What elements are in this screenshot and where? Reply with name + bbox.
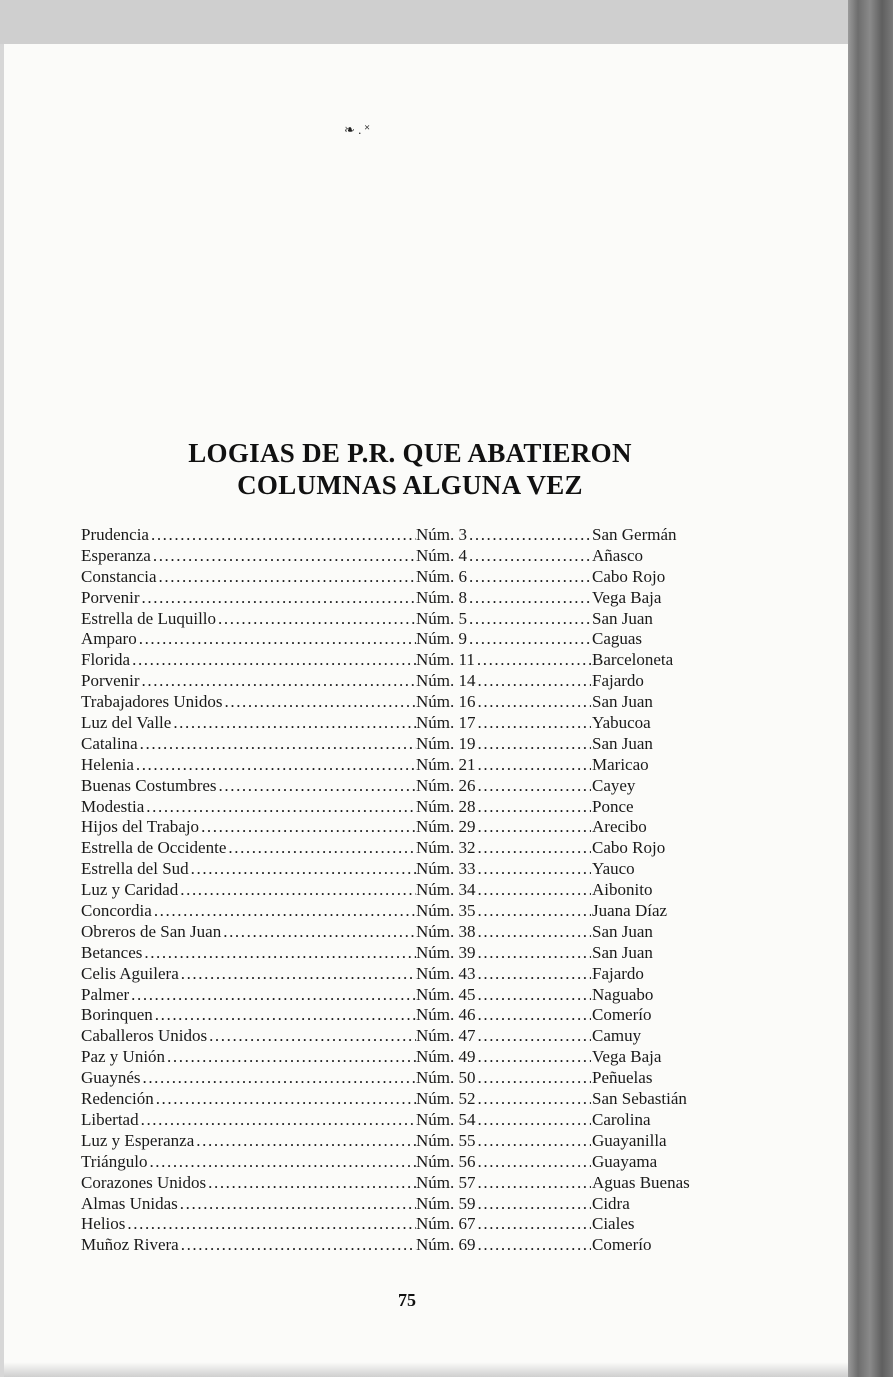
dot-leader (467, 588, 591, 609)
dot-leader (189, 859, 416, 880)
lodge-town: Guayama (592, 1151, 658, 1171)
dot-leader (221, 922, 416, 943)
lodge-name-cell (81, 567, 416, 588)
lodge-name: Borinquen (81, 1005, 153, 1025)
dot-leader (467, 609, 591, 630)
lodge-town: Peñuelas (592, 1068, 653, 1088)
lodge-number-cell (416, 525, 591, 546)
lodge-number: Núm. 33 (416, 859, 476, 879)
dot-leader (476, 1194, 592, 1215)
dot-leader (476, 755, 592, 776)
lodge-number: Núm. 67 (416, 1214, 476, 1234)
lodge-row (81, 588, 761, 609)
lodge-town: Maricao (592, 754, 649, 774)
lodge-name-cell (81, 1194, 416, 1215)
lodge-number: Núm. 9 (416, 629, 467, 649)
scan-binding-edge (848, 0, 893, 1377)
lodge-name: Helenia (81, 754, 134, 774)
dot-leader (178, 880, 416, 901)
lodge-number-cell (416, 817, 591, 838)
lodge-number-cell (416, 985, 591, 1006)
lodge-number: Núm. 35 (416, 901, 476, 921)
lodge-number: Núm. 6 (416, 566, 467, 586)
lodge-name: Buenas Costumbres (81, 775, 217, 795)
lodge-name-cell (81, 838, 416, 859)
lodge-town: Cabo Rojo (592, 838, 666, 858)
lodge-name-cell (81, 1110, 416, 1131)
dot-leader (476, 692, 592, 713)
lodge-number: Núm. 14 (416, 671, 476, 691)
lodge-town: Barceloneta (592, 650, 674, 670)
lodge-name-cell (81, 817, 416, 838)
lodge-name-cell (81, 922, 416, 943)
lodge-town: Vega Baja (592, 1047, 662, 1067)
lodge-row (81, 1047, 761, 1068)
lodge-row (81, 546, 761, 567)
lodge-number-cell (416, 713, 591, 734)
lodge-number-cell (416, 943, 591, 964)
lodge-name-cell (81, 797, 416, 818)
lodge-name: Betances (81, 942, 143, 962)
lodge-name-cell (81, 671, 416, 692)
dot-leader (140, 588, 416, 609)
lodge-number: Núm. 34 (416, 880, 476, 900)
lodge-number-cell (416, 1235, 591, 1256)
lodge-town: Aguas Buenas (592, 1172, 690, 1192)
dot-leader (207, 1026, 416, 1047)
dot-leader (476, 1214, 592, 1235)
lodge-number-cell (416, 776, 591, 797)
lodge-name: Concordia (81, 901, 152, 921)
lodge-town: San Sebastián (592, 1089, 687, 1109)
dot-leader (476, 734, 592, 755)
book-page (4, 44, 848, 1377)
lodge-town: Ponce (592, 796, 634, 816)
lodge-name: Obreros de San Juan (81, 921, 222, 941)
lodge-number: Núm. 19 (416, 733, 476, 753)
lodge-number: Núm. 21 (416, 754, 476, 774)
lodge-name: Estrella de Luquillo (81, 608, 217, 628)
lodge-name: Luz del Valle (81, 713, 172, 733)
dot-leader (216, 609, 416, 630)
lodge-name-cell (81, 1089, 416, 1110)
lodge-town: Yabucoa (592, 713, 651, 733)
dot-leader (138, 734, 416, 755)
dot-leader (179, 1235, 416, 1256)
lodge-row (81, 1068, 761, 1089)
lodge-name-cell (81, 985, 416, 1006)
lodge-town: San Juan (592, 733, 653, 753)
lodge-town: Camuy (592, 1026, 642, 1046)
dot-leader (476, 776, 592, 797)
lodge-number-cell (416, 546, 591, 567)
lodge-row (81, 985, 761, 1006)
scan-background-top (0, 0, 893, 44)
lodge-name-cell (81, 734, 416, 755)
lodge-number: Núm. 46 (416, 1005, 476, 1025)
dot-leader (476, 901, 592, 922)
lodge-name: Catalina (81, 733, 138, 753)
lodge-name-cell (81, 1173, 416, 1194)
dot-leader (467, 525, 591, 546)
dot-leader (153, 1005, 416, 1026)
lodge-number-cell (416, 1068, 591, 1089)
lodge-number-cell (416, 1194, 591, 1215)
lodge-row (81, 1005, 761, 1026)
lodge-name-cell (81, 546, 416, 567)
lodge-town: San Juan (592, 942, 653, 962)
lodge-name-cell (81, 588, 416, 609)
lodge-town: San Juan (592, 608, 653, 628)
dot-leader (476, 713, 592, 734)
lodge-name-cell (81, 629, 416, 650)
lodge-name-cell (81, 943, 416, 964)
lodge-row (81, 1026, 761, 1047)
lodge-number-cell (416, 901, 591, 922)
dot-leader (157, 567, 416, 588)
dot-leader (154, 1089, 416, 1110)
lodge-number: Núm. 8 (416, 587, 467, 607)
dot-leader (151, 546, 416, 567)
lodge-town: Fajardo (592, 963, 644, 983)
lodge-number: Núm. 39 (416, 942, 476, 962)
dot-leader (206, 1173, 416, 1194)
page-bottom-edge (4, 1362, 848, 1377)
dot-leader (476, 671, 592, 692)
lodge-name: Palmer (81, 984, 130, 1004)
dot-leader (194, 1131, 416, 1152)
lodge-name: Helios (81, 1214, 126, 1234)
dot-leader (476, 880, 592, 901)
lodge-name-cell (81, 1152, 416, 1173)
page-title-line-2: COLUMNAS ALGUNA VEZ (237, 470, 583, 500)
lodge-row (81, 797, 761, 818)
dot-leader (139, 1110, 416, 1131)
lodge-row (81, 1214, 761, 1235)
lodge-name-cell (81, 525, 416, 546)
lodge-number: Núm. 54 (416, 1109, 476, 1129)
lodge-number: Núm. 38 (416, 921, 476, 941)
lodge-name: Caballeros Unidos (81, 1026, 208, 1046)
lodge-town: San Juan (592, 921, 653, 941)
lodge-name: Prudencia (81, 525, 149, 544)
lodge-number-cell (416, 588, 591, 609)
lodge-name: Estrella de Occidente (81, 838, 227, 858)
lodge-row (81, 1152, 761, 1173)
dot-leader (476, 1110, 592, 1131)
lodge-number-cell (416, 1110, 591, 1131)
lodge-name: Trabajadores Unidos (81, 692, 223, 712)
lodge-name-cell (81, 692, 416, 713)
lodge-number-cell (416, 1089, 591, 1110)
lodge-number: Núm. 17 (416, 713, 476, 733)
lodge-name: Redención (81, 1089, 154, 1109)
lodge-number-cell (416, 567, 591, 588)
dot-leader (149, 525, 416, 546)
lodge-row (81, 964, 761, 985)
lodge-row (81, 629, 761, 650)
dot-leader (476, 859, 592, 880)
lodge-row (81, 838, 761, 859)
lodge-row (81, 692, 761, 713)
page-title-line-1: LOGIAS DE P.R. QUE ABATIERON (188, 438, 632, 468)
lodge-row (81, 901, 761, 922)
lodge-number: Núm. 59 (416, 1193, 476, 1213)
lodge-town: San Germán (592, 525, 677, 544)
dot-leader (199, 817, 416, 838)
lodge-name: Luz y Esperanza (81, 1130, 195, 1150)
dot-leader (476, 922, 592, 943)
lodge-name-cell (81, 1047, 416, 1068)
lodge-town: Yauco (592, 859, 635, 879)
lodge-number-cell (416, 755, 591, 776)
lodge-name: Corazones Unidos (81, 1172, 207, 1192)
lodge-number-cell (416, 1214, 591, 1235)
printer-mark: ❧ . ˟ (344, 122, 370, 137)
dot-leader (125, 1214, 416, 1235)
dot-leader (140, 1068, 416, 1089)
dot-leader (475, 650, 591, 671)
lodge-row (81, 755, 761, 776)
lodge-number-cell (416, 1005, 591, 1026)
lodge-row (81, 1110, 761, 1131)
dot-leader (142, 943, 416, 964)
dot-leader (223, 692, 417, 713)
lodge-row (81, 734, 761, 755)
lodge-name-cell (81, 713, 416, 734)
lodge-number-cell (416, 1131, 591, 1152)
dot-leader (226, 838, 416, 859)
lodge-row (81, 525, 761, 546)
dot-leader (476, 1089, 592, 1110)
lodge-town: Comerío (592, 1005, 652, 1025)
lodge-town: Vega Baja (592, 587, 662, 607)
lodge-name: Hijos del Trabajo (81, 817, 200, 837)
lodge-number: Núm. 50 (416, 1068, 476, 1088)
lodge-number: Núm. 3 (416, 525, 467, 544)
dot-leader (476, 985, 592, 1006)
lodge-number-cell (416, 964, 591, 985)
lodge-row (81, 922, 761, 943)
lodge-row (81, 609, 761, 630)
lodge-number-cell (416, 1173, 591, 1194)
lodge-number-cell (416, 880, 591, 901)
lodge-name-cell (81, 1068, 416, 1089)
lodge-name-cell (81, 609, 416, 630)
lodge-number: Núm. 29 (416, 817, 476, 837)
dot-leader (476, 1152, 592, 1173)
lodge-number: Núm. 11 (416, 650, 475, 670)
lodge-town: Naguabo (592, 984, 654, 1004)
lodge-name-cell (81, 901, 416, 922)
lodge-number-cell (416, 922, 591, 943)
lodge-number: Núm. 5 (416, 608, 467, 628)
lodge-number: Núm. 45 (416, 984, 476, 1004)
lodge-name-cell (81, 1026, 416, 1047)
dot-leader (134, 755, 416, 776)
lodge-number-cell (416, 1047, 591, 1068)
dot-leader (476, 1005, 592, 1026)
dot-leader (467, 567, 591, 588)
dot-leader (130, 650, 416, 671)
lodge-number-cell (416, 1152, 591, 1173)
lodge-row (81, 1194, 761, 1215)
lodge-number-cell (416, 671, 591, 692)
lodge-number: Núm. 57 (416, 1172, 476, 1192)
lodge-name-cell (81, 880, 416, 901)
dot-leader (476, 838, 592, 859)
dot-leader (476, 943, 592, 964)
lodge-town: Cidra (592, 1193, 630, 1213)
lodge-row (81, 1173, 761, 1194)
lodge-number: Núm. 26 (416, 775, 476, 795)
dot-leader (476, 964, 592, 985)
lodge-number: Núm. 56 (416, 1151, 476, 1171)
lodge-number-cell (416, 797, 591, 818)
lodge-row (81, 1089, 761, 1110)
dot-leader (171, 713, 416, 734)
lodge-name-cell (81, 755, 416, 776)
lodge-name-cell (81, 1214, 416, 1235)
lodge-row (81, 1131, 761, 1152)
lodge-number: Núm. 47 (416, 1026, 476, 1046)
lodge-town: Juana Díaz (592, 901, 668, 921)
lodge-name: Celis Aguilera (81, 963, 179, 983)
lodge-number-cell (416, 734, 591, 755)
lodge-number-cell (416, 692, 591, 713)
lodge-name: Porvenir (81, 671, 140, 691)
lodge-row (81, 1235, 761, 1256)
dot-leader (476, 1047, 592, 1068)
lodge-number: Núm. 32 (416, 838, 476, 858)
lodge-name: Porvenir (81, 587, 140, 607)
dot-leader (144, 797, 416, 818)
lodge-number-cell (416, 1026, 591, 1047)
lodge-number: Núm. 52 (416, 1089, 476, 1109)
lodge-number-cell (416, 650, 591, 671)
lodge-town: Cabo Rojo (592, 566, 666, 586)
lodge-name-cell (81, 650, 416, 671)
lodge-name-cell (81, 776, 416, 797)
lodge-row (81, 880, 761, 901)
lodge-number-cell (416, 859, 591, 880)
lodge-name-cell (81, 964, 416, 985)
dot-leader (476, 797, 592, 818)
lodge-number: Núm. 55 (416, 1130, 476, 1150)
lodge-name-cell (81, 1131, 416, 1152)
lodge-row (81, 776, 761, 797)
lodge-name: Esperanza (81, 545, 151, 565)
lodge-name: Amparo (81, 629, 137, 649)
lodge-number: Núm. 43 (416, 963, 476, 983)
dot-leader (476, 1026, 592, 1047)
lodge-number: Núm. 49 (416, 1047, 476, 1067)
dot-leader (476, 1131, 592, 1152)
dot-leader (217, 776, 416, 797)
lodge-name: Florida (81, 650, 131, 670)
lodge-town: San Juan (592, 692, 653, 712)
lodge-number: Núm. 16 (416, 692, 476, 712)
lodge-town: Añasco (592, 545, 643, 565)
lodge-town: Caguas (592, 629, 643, 649)
dot-leader (137, 629, 416, 650)
lodge-number-cell (416, 838, 591, 859)
lodge-name: Muñoz Rivera (81, 1235, 179, 1255)
lodge-name: Constancia (81, 566, 157, 586)
lodge-town: Guayanilla (592, 1130, 667, 1150)
lodge-name: Paz y Unión (81, 1047, 166, 1067)
dot-leader (140, 671, 416, 692)
lodge-name: Luz y Caridad (81, 880, 179, 900)
lodge-list (81, 525, 761, 1256)
lodge-name: Estrella del Sud (81, 859, 189, 879)
lodge-town: Carolina (592, 1109, 651, 1129)
lodge-name-cell (81, 1235, 416, 1256)
lodge-town: Arecibo (592, 817, 647, 837)
dot-leader (178, 1194, 416, 1215)
lodge-town: Fajardo (592, 671, 644, 691)
lodge-row (81, 567, 761, 588)
lodge-name: Libertad (81, 1109, 139, 1129)
dot-leader (467, 546, 591, 567)
lodge-town: Aibonito (592, 880, 653, 900)
lodge-row (81, 650, 761, 671)
lodge-name: Almas Unidas (81, 1193, 178, 1213)
dot-leader (476, 1235, 592, 1256)
dot-leader (476, 1173, 592, 1194)
lodge-name: Guaynés (81, 1068, 141, 1088)
dot-leader (165, 1047, 416, 1068)
dot-leader (476, 1068, 592, 1089)
lodge-town: Ciales (592, 1214, 635, 1234)
dot-leader (129, 985, 416, 1006)
lodge-row (81, 671, 761, 692)
lodge-row (81, 943, 761, 964)
lodge-town: Comerío (592, 1235, 652, 1255)
lodge-number-cell (416, 629, 591, 650)
lodge-town: Cayey (592, 775, 636, 795)
dot-leader (476, 817, 592, 838)
lodge-number-cell (416, 609, 591, 630)
lodge-row (81, 817, 761, 838)
lodge-number: Núm. 4 (416, 545, 467, 565)
page-number: 75 (398, 1290, 416, 1310)
lodge-number: Núm. 69 (416, 1235, 476, 1255)
dot-leader (147, 1152, 416, 1173)
lodge-name-cell (81, 1005, 416, 1026)
lodge-row (81, 859, 761, 880)
lodge-name: Modestia (81, 796, 145, 816)
lodge-row (81, 713, 761, 734)
dot-leader (467, 629, 591, 650)
dot-leader (152, 901, 416, 922)
lodge-name-cell (81, 859, 416, 880)
lodge-number: Núm. 28 (416, 796, 476, 816)
dot-leader (179, 964, 416, 985)
lodge-name: Triángulo (81, 1151, 148, 1171)
